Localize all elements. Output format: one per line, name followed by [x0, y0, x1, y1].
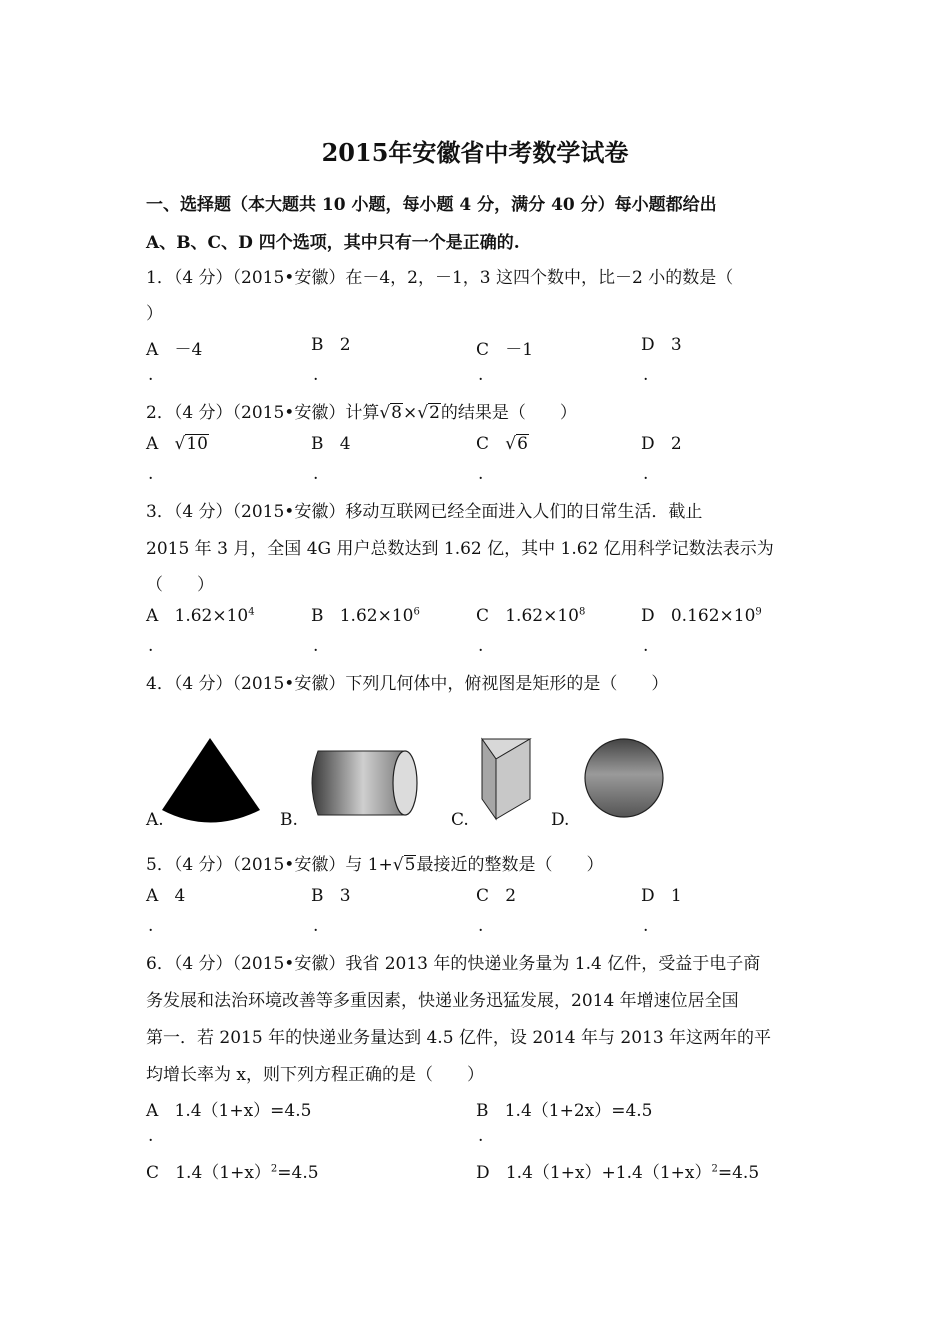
q1-dot-c: . — [478, 365, 484, 385]
q3-dot-c: . — [478, 636, 484, 656]
q4-figure-label-d: D. — [551, 810, 570, 830]
question-6-line3: 第一．若 2015 年的快递业务量达到 4.5 亿件，设 2014 年与 2013 年这两年的平 — [146, 1028, 772, 1048]
q5-dot-a: . — [148, 916, 154, 936]
question-6-line4: 均增长率为 x，则下列方程正确的是（ ） — [146, 1065, 484, 1085]
q4-solids-figure — [140, 725, 700, 840]
q5-option-b: B 3 — [311, 886, 351, 906]
q4-figure-label-c: C. — [451, 810, 469, 830]
question-3-line1: 3．（4 分）（2015•安徽）移动互联网已经全面进入人们的日常生活．截止 — [146, 502, 703, 522]
question-3-line2: 2015 年 3 月，全国 4G 用户总数达到 1.62 亿，其中 1.62 亿用科学记数法表示为 — [146, 539, 774, 559]
q1-option-a: A －4 — [146, 340, 203, 360]
q2-dot-d: . — [643, 464, 649, 484]
q3-dot-a: . — [148, 636, 154, 656]
q2-option-c: C √6 — [476, 434, 528, 454]
q6-dot-b: . — [478, 1126, 484, 1146]
q5-dot-d: . — [643, 916, 649, 936]
q4-figure-label-a: A. — [146, 810, 164, 830]
q4-figure-label-b: B. — [280, 810, 298, 830]
question-5-line1: 5．（4 分）（2015•安徽）与 1+√5最接近的整数是（ ） — [146, 855, 604, 875]
q6-dot-a: . — [148, 1126, 154, 1146]
q1-dot-a: . — [148, 365, 154, 385]
section-header-line1: 一、选择题（本大题共 10 小题，每小题 4 分，满分 40 分）每小题都给出 — [146, 195, 717, 215]
q6-option-a: A 1.4（1+x）=4.5 — [146, 1101, 312, 1121]
q5-option-d: D 1 — [641, 886, 682, 906]
q1-option-b: B 2 — [311, 335, 351, 355]
q2-option-b: B 4 — [311, 434, 351, 454]
question-6-line1: 6．（4 分）（2015•安徽）我省 2013 年的快递业务量为 1.4 亿件，受益于电子商 — [146, 954, 761, 974]
question-1-line1: 1．（4 分）（2015•安徽）在－4，2，－1，3 这四个数中，比－2 小的数是（ — [146, 268, 734, 288]
prism-shape — [482, 739, 530, 819]
q6-option-d: D $1.4(1+x)+1.4(1+x)^2=4.5$ — [476, 1163, 760, 1183]
q1-option-c: C －1 — [476, 340, 534, 360]
q5-dot-c: . — [478, 916, 484, 936]
q5-option-a: A 4 — [146, 886, 186, 906]
q3-option-d: D $0.162\times 10^9$ — [641, 606, 762, 626]
q2-option-d: D 2 — [641, 434, 682, 454]
q2-option-a: A √10 — [146, 434, 208, 454]
q6-option-b: B 1.4（1+2x）=4.5 — [476, 1101, 653, 1121]
cylinder-shape — [312, 751, 417, 815]
question-3-line3: （ ） — [146, 575, 214, 595]
cone-shape — [162, 738, 260, 823]
q1-option-d: D 3 — [641, 335, 682, 355]
sphere-shape — [585, 739, 663, 817]
q3-dot-b: . — [313, 636, 319, 656]
q3-option-c: C $1.62\times 10^8$ — [476, 606, 586, 626]
q3-option-b: B $1.62\times 10^6$ — [311, 606, 420, 626]
section-header-line2: A、B、C、D 四个选项，其中只有一个是正确的. — [146, 233, 520, 253]
q2-dot-a: . — [148, 464, 154, 484]
question-6-line2: 务发展和法治环境改善等多重因素，快递业务迅猛发展，2014 年增速位居全国 — [146, 991, 739, 1011]
q5-option-c: C 2 — [476, 886, 517, 906]
q1-dot-b: . — [313, 365, 319, 385]
question-2-line1: 2．（4 分）（2015•安徽）计算√8×√2的结果是（ ） — [146, 403, 577, 423]
page-title: 2015年安徽省中考数学试卷 — [321, 138, 629, 167]
q3-dot-d: . — [643, 636, 649, 656]
q5-dot-b: . — [313, 916, 319, 936]
q2-dot-b: . — [313, 464, 319, 484]
q2-dot-c: . — [478, 464, 484, 484]
q1-dot-d: . — [643, 365, 649, 385]
question-1-line2: ） — [146, 304, 163, 324]
q3-option-a: A $1.62\times 10^4$ — [146, 606, 255, 626]
question-4-line1: 4．（4 分）（2015•安徽）下列几何体中，俯视图是矩形的是（ ） — [146, 674, 669, 694]
q6-option-c: C $1.4(1+x)^2=4.5$ — [146, 1163, 319, 1183]
